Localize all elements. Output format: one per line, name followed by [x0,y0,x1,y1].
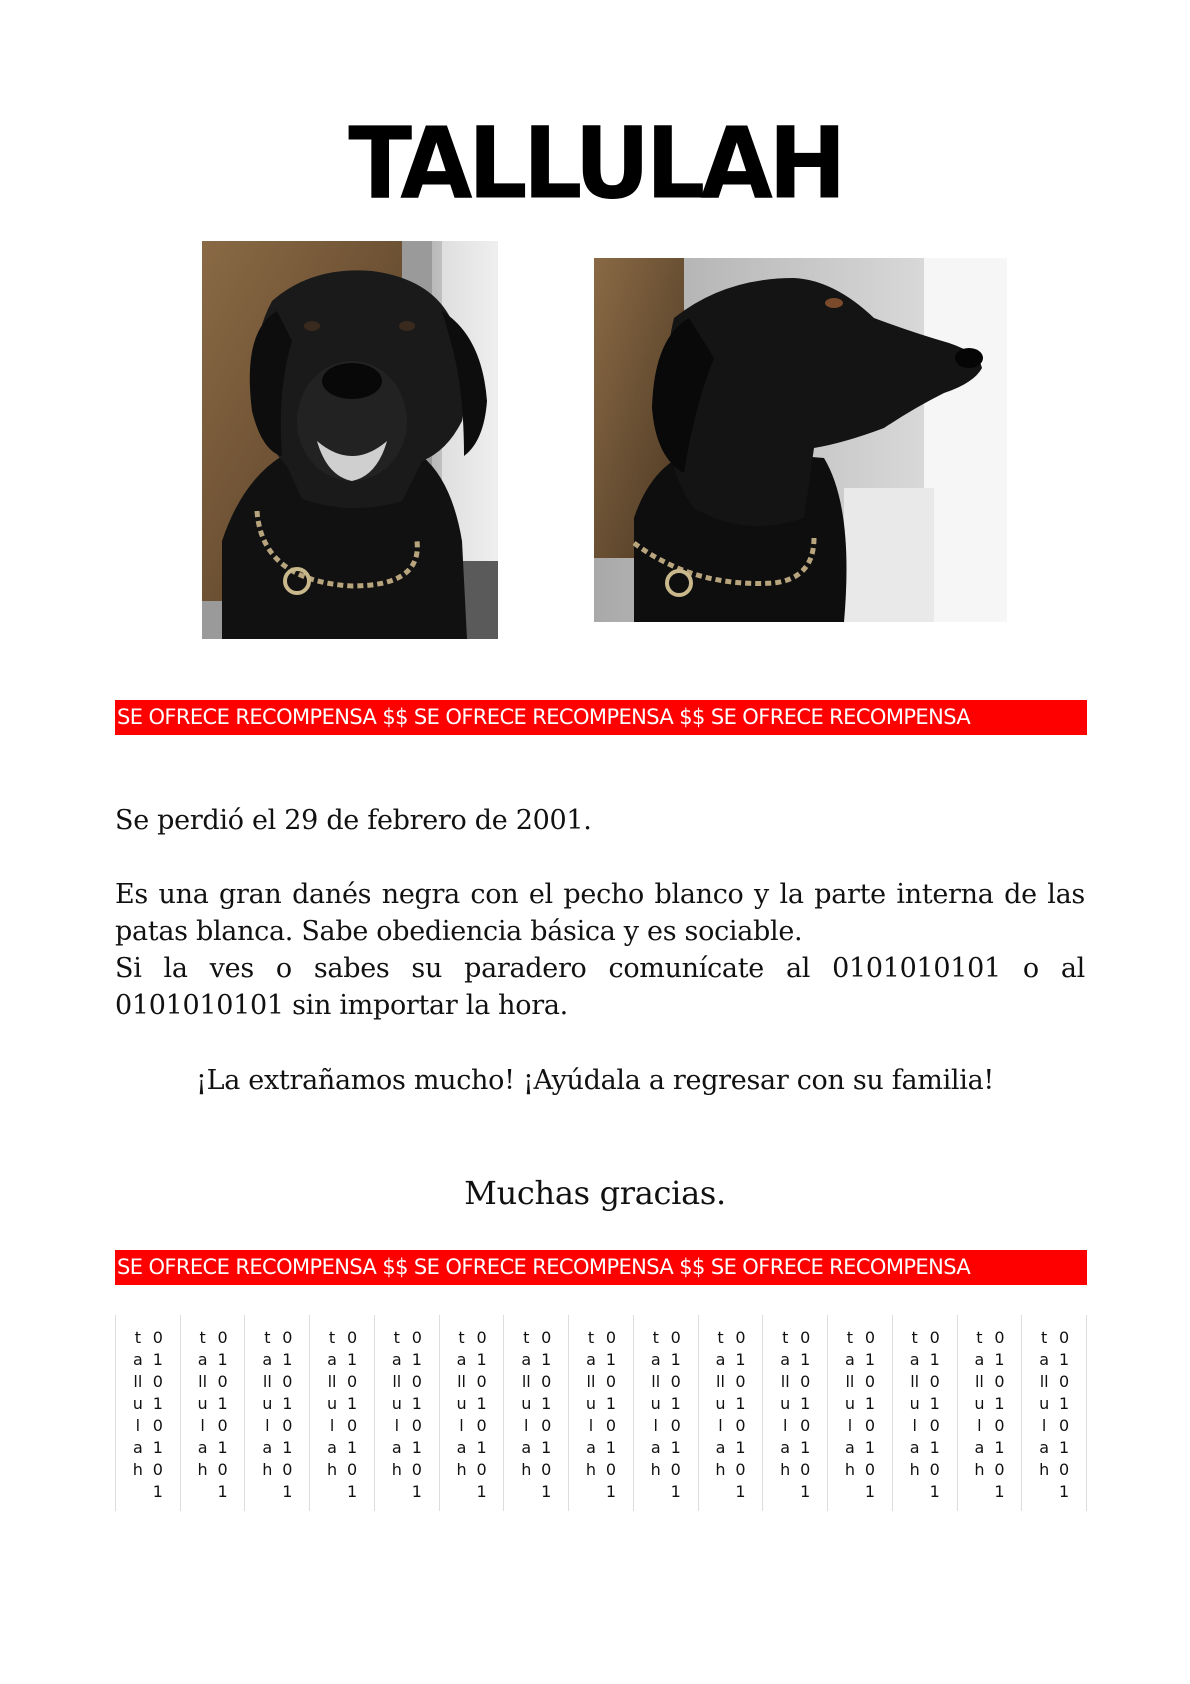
contact-paragraph: Si la ves o sabes su paradero comunícate al 0101010101 o al 0101010101 sin importar la hora. [115,953,1085,1021]
reward-banner-top: SE OFRECE RECOMPENSA $$ SE OFRECE RECOMPENSA $$ SE OFRECE RECOMPENSA [115,700,1087,735]
tear-off-tab[interactable] [115,1315,180,1511]
tear-off-tab[interactable] [892,1315,957,1511]
tear-off-tab[interactable] [374,1315,439,1511]
tab-name-column: t a ll u l a h [262,1328,273,1479]
description [115,876,1085,1024]
tear-off-tab[interactable] [762,1315,827,1511]
tear-off-tab[interactable] [309,1315,374,1511]
tab-name-column: t a ll u l a h [456,1328,467,1479]
tab-name-column: t a ll u l a h [197,1328,208,1479]
tab-phone-column: 0 1 0 1 0 1 0 1 [670,1328,681,1501]
tear-off-tab[interactable] [827,1315,892,1511]
tab-phone-column: 0 1 0 1 0 1 0 1 [1059,1328,1070,1501]
dog-photo-front [202,241,498,639]
tab-phone-column: 0 1 0 1 0 1 0 1 [994,1328,1005,1501]
tab-name-column: t a ll u l a h [974,1328,985,1479]
reward-banner-bottom: SE OFRECE RECOMPENSA $$ SE OFRECE RECOMPENSA $$ SE OFRECE RECOMPENSA [115,1250,1087,1285]
tear-off-tab[interactable] [180,1315,245,1511]
poster-title: TALLULAH [348,107,842,222]
tab-phone-column: 0 1 0 1 0 1 0 1 [605,1328,617,1501]
tab-phone-column: 0 1 0 1 0 1 0 1 [541,1328,552,1501]
tear-off-tab[interactable] [503,1315,568,1511]
tab-phone-column: 0 1 0 1 0 1 0 1 [411,1328,422,1501]
tab-phone-column: 0 1 0 1 0 1 0 1 [217,1328,228,1501]
tab-name-column: t a ll u l a h [715,1328,726,1479]
tab-name-column: t a ll u l a h [132,1328,143,1479]
tab-name-column: t a ll u l a h [585,1328,597,1479]
tab-name-column: t a ll u l a h [844,1328,855,1479]
description-paragraph: Es una gran danés negra con el pecho blanco y la parte interna de las patas blanca. Sabe obediencia básica y es sociable. [115,879,1085,947]
tab-name-column: t a ll u l a h [326,1328,338,1479]
tab-phone-column: 0 1 0 1 0 1 0 1 [476,1328,487,1501]
tab-name-column: t a ll u l a h [521,1328,532,1479]
tab-name-column: t a ll u l a h [391,1328,402,1479]
tear-off-tab[interactable] [568,1315,633,1511]
tab-phone-column: 0 1 0 1 0 1 0 1 [800,1328,811,1501]
tear-off-tab[interactable] [698,1315,763,1511]
tab-name-column: t a ll u l a h [909,1328,920,1479]
tab-phone-column: 0 1 0 1 0 1 0 1 [346,1328,358,1501]
dog-photo-profile [594,258,1007,622]
tab-name-column: t a ll u l a h [1039,1328,1050,1479]
tab-phone-column: 0 1 0 1 0 1 0 1 [152,1328,163,1501]
tear-off-tab[interactable] [957,1315,1022,1511]
tear-off-tab[interactable] [633,1315,698,1511]
tear-off-tab[interactable] [439,1315,504,1511]
tear-off-tab[interactable] [244,1315,309,1511]
tab-name-column: t a ll u l a h [650,1328,661,1479]
tear-off-tab[interactable] [1021,1315,1087,1511]
thanks-text: Muchas gracias. [464,1174,726,1212]
plea-text: ¡La extrañamos mucho! ¡Ayúdala a regresar con su familia! [196,1065,994,1096]
lost-date-text: Se perdió el 29 de febrero de 2001. [115,805,592,836]
tab-phone-column: 0 1 0 1 0 1 0 1 [735,1328,746,1501]
tear-off-tabs [115,1315,1087,1511]
tab-phone-column: 0 1 0 1 0 1 0 1 [864,1328,876,1501]
tab-phone-column: 0 1 0 1 0 1 0 1 [282,1328,293,1501]
tab-phone-column: 0 1 0 1 0 1 0 1 [929,1328,940,1501]
tab-name-column: t a ll u l a h [780,1328,791,1479]
